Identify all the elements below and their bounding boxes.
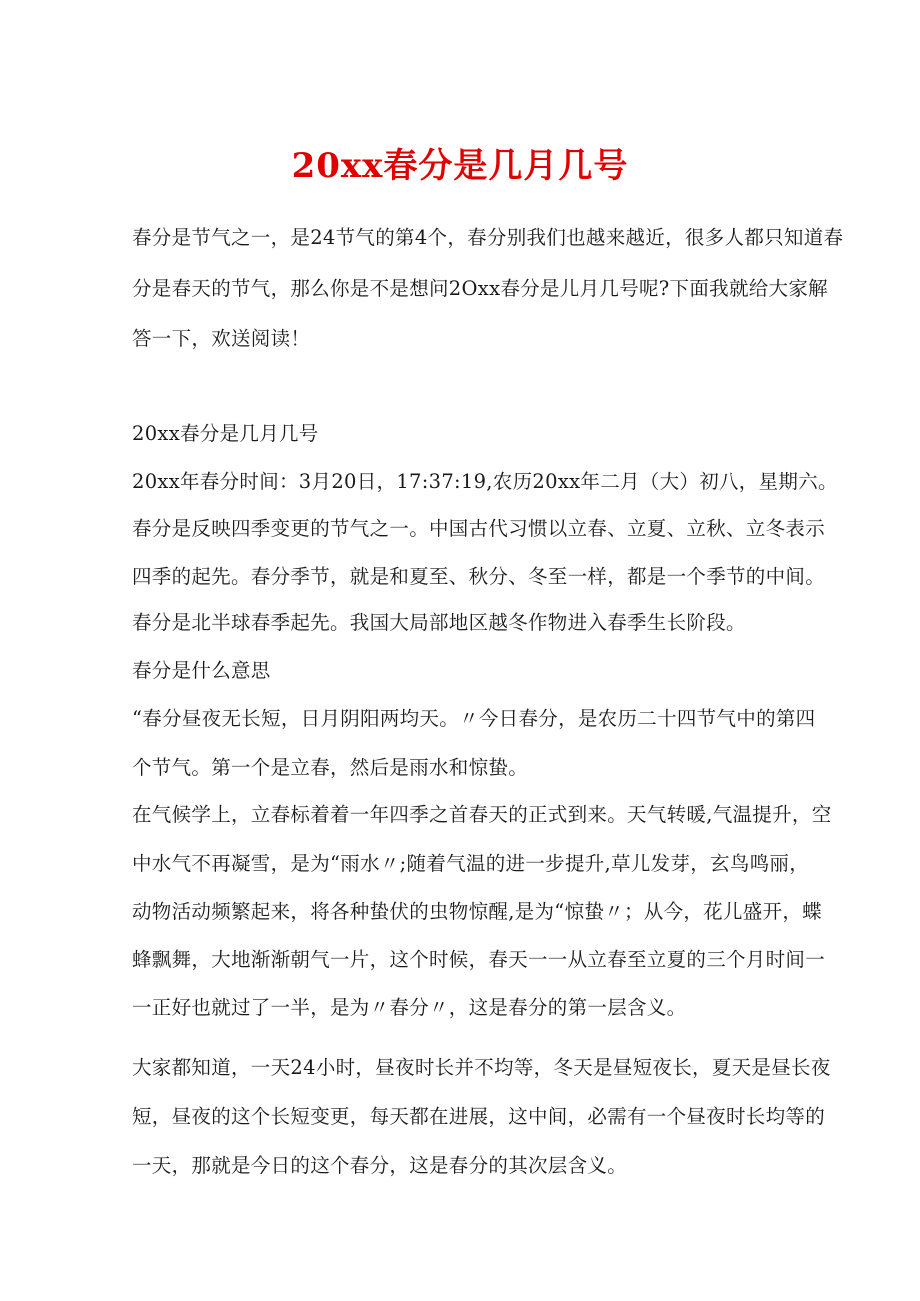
paragraph-line: 春分是反映四季变更的节气之一。中国古代习惯以立春、立夏、立秋、立冬表示 xyxy=(132,517,826,540)
paragraph-line: 春分是北半球春季起先。我国大局部地区越冬作物进入春季生长阶段。 xyxy=(132,611,746,634)
section-heading: 20xx春分是几月几号 xyxy=(132,422,319,445)
paragraph-line: 中水气不再凝雪，是为“雨水〃;随着气温的进一步提升,草儿发芽，玄鸟鸣丽， xyxy=(132,852,810,875)
paragraph-line: 短，昼夜的这个长短变更，每天都在进展，这中间，必需有一个昼夜时长均等的 xyxy=(132,1105,826,1128)
paragraph-line: 个节气。第一个是立春，然后是雨水和惊蛰。 xyxy=(132,756,529,779)
paragraph-line: 一天，那就是今日的这个春分，这是春分的其次层含义。 xyxy=(132,1154,628,1177)
paragraph-line: 动物活动频繁起来，将各种蛰伏的虫物惊醒,是为“惊蛰〃；从今，花儿盛开，蝶 xyxy=(132,900,822,923)
intro-line: 答一下，欢送阅读！ xyxy=(132,327,311,350)
intro-line: 春分是节气之一，是24节气的第4个，春分别我们也越来越近，很多人都只知道春 xyxy=(132,226,844,249)
paragraph-line: 大家都知道，一天24小时，昼夜时长并不均等，冬天是昼短夜长，夏天是昼长夜 xyxy=(132,1056,831,1079)
paragraph-line: 在气候学上，立春标着着一年四季之首春天的正式到来。天气转暖,气温提升，空 xyxy=(132,803,832,826)
paragraph-line: “春分昼夜无长短，日月阴阳两均天。〃今日春分，是农历二十四节气中的第四 xyxy=(132,707,816,730)
paragraph-line: 蜂飘舞，大地渐渐朝气一片，这个时候，春天一一从立春至立夏的三个月时间一 xyxy=(132,948,826,971)
intro-line: 分是春天的节气，那么你是不是想问2Oxx春分是儿月几号呢?下面我就给大家解 xyxy=(132,277,828,300)
document-title: 20xx春分是几月几号 xyxy=(291,146,629,186)
section-heading: 春分是什么意思 xyxy=(132,659,271,682)
paragraph-line: 四季的起先。春分季节，就是和夏至、秋分、冬至一样，都是一个季节的中间。 xyxy=(132,565,826,588)
paragraph-line: 一正好也就过了一半，是为〃春分〃，这是春分的第一层含义。 xyxy=(132,996,687,1019)
spring-equinox-time: 20xx年春分时间：3月20日，17:37:19,农历20xx年二月（大）初八，星期六。 xyxy=(132,470,838,493)
